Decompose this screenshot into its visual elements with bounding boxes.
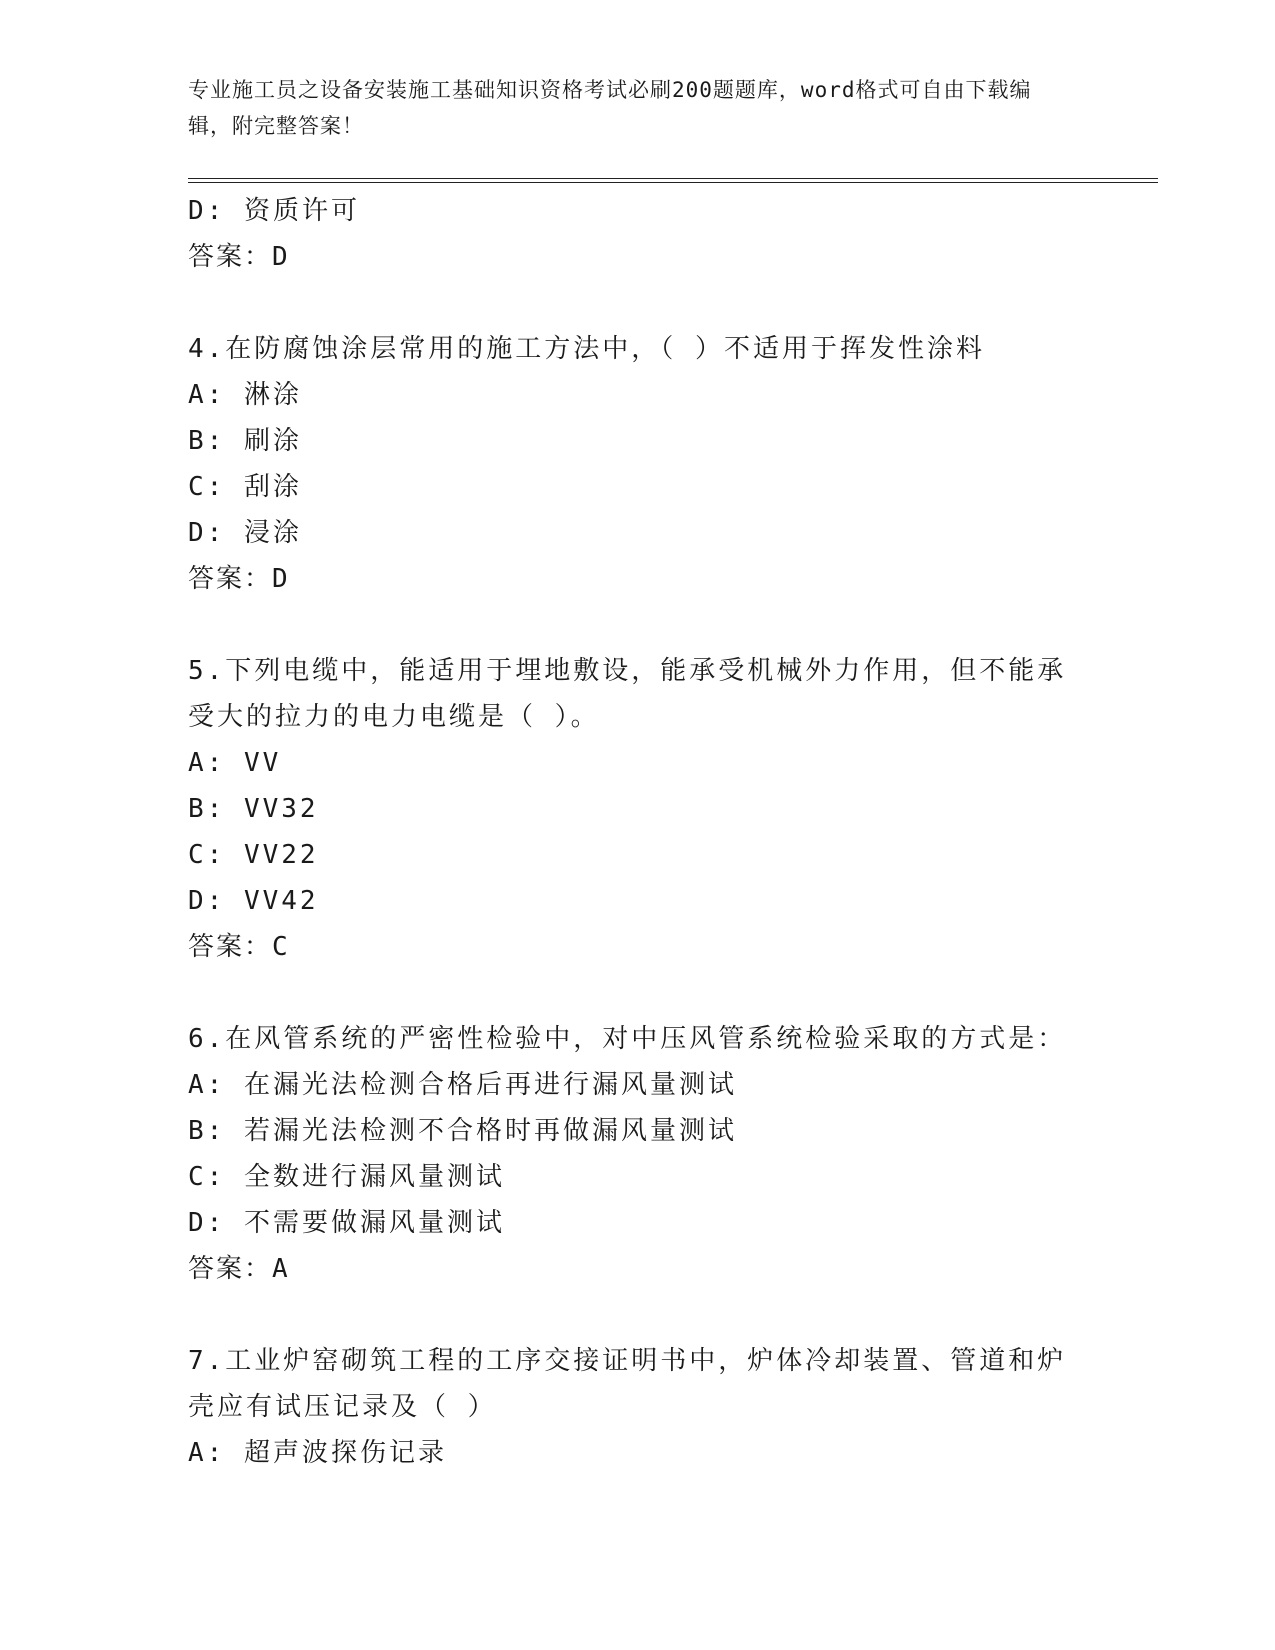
question-6: [188, 1016, 1088, 1292]
question-text: 5.下列电缆中，能适用于埋地敷设，能承受机械外力作用，但不能承受大的拉力的电力电缆是（ ）。: [188, 656, 1067, 732]
question-5: [188, 648, 1088, 970]
option-c: C: 全数进行漏风量测试: [188, 1162, 505, 1192]
answer: 答案：C: [188, 932, 290, 962]
option-d: D: VV42: [188, 886, 319, 916]
answer: 答案：D: [188, 564, 290, 594]
option-a: A: 在漏光法检测合格后再进行漏风量测试: [188, 1070, 737, 1100]
option-b: B: 若漏光法检测不合格时再做漏风量测试: [188, 1116, 737, 1146]
option-d: D: 浸涂: [188, 518, 302, 548]
question-7: [188, 1338, 1088, 1476]
question-text: 4.在防腐蚀涂层常用的施工方法中，（ ）不适用于挥发性涂料: [188, 334, 985, 364]
header-divider: [188, 178, 1158, 179]
option-b: B: 刷涂: [188, 426, 302, 456]
question-partial: [188, 188, 1088, 280]
option-a: A: 超声波探伤记录: [188, 1438, 447, 1468]
answer: 答案：A: [188, 1254, 290, 1284]
option-d: D: 不需要做漏风量测试: [188, 1208, 505, 1238]
document-title: 专业施工员之设备安装施工基础知识资格考试必刷200题题库，word格式可自由下载编辑，附完整答案！: [188, 78, 1032, 138]
question-list: [188, 188, 1088, 1476]
option-a: A: 淋涂: [188, 380, 302, 410]
question-text: 7.工业炉窑砌筑工程的工序交接证明书中，炉体冷却装置、管道和炉壳应有试压记录及（ ）: [188, 1346, 1067, 1422]
option-c: C: VV22: [188, 840, 319, 870]
option-a: A: VV: [188, 748, 282, 778]
answer: 答案：D: [188, 242, 290, 272]
option-c: C: 刮涂: [188, 472, 302, 502]
option-b: B: VV32: [188, 794, 319, 824]
option-d: D: 资质许可: [188, 196, 360, 226]
question-text: 6.在风管系统的严密性检验中，对中压风管系统检验采取的方式是：: [188, 1024, 1067, 1054]
question-4: [188, 326, 1088, 602]
